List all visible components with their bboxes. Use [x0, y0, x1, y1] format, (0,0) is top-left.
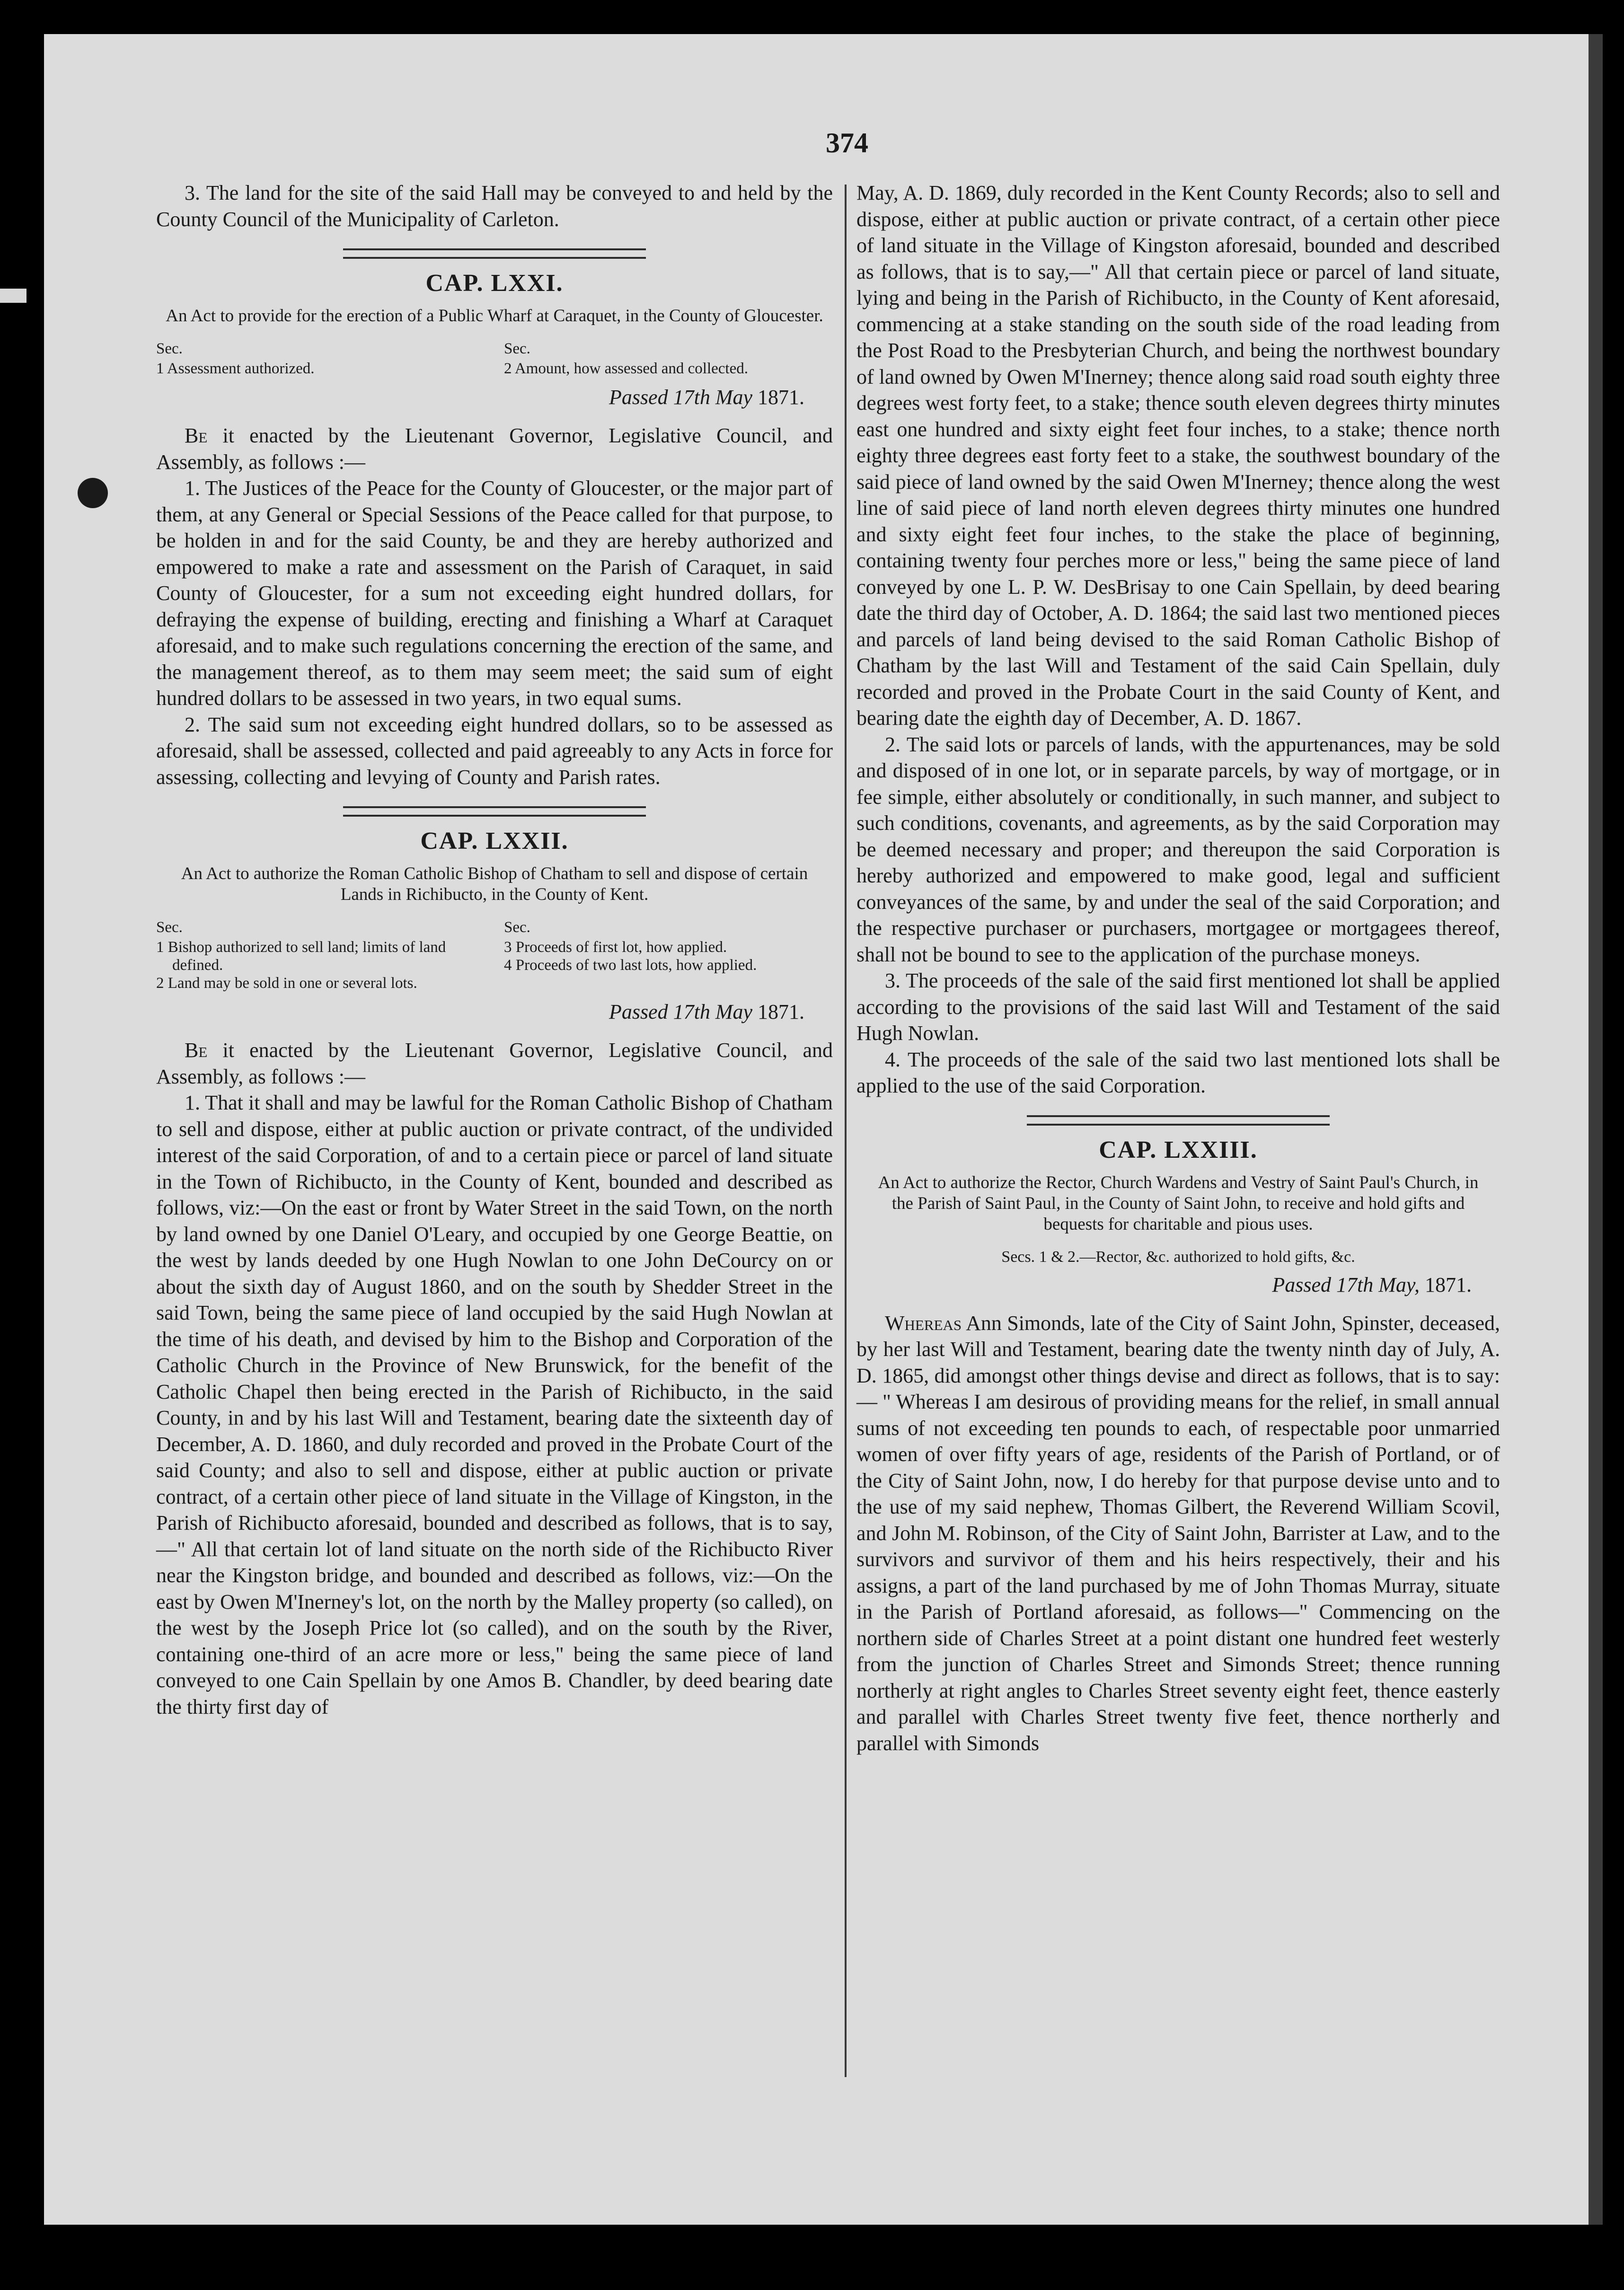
punch-hole-icon	[78, 478, 108, 508]
chapter-heading: CAP. LXXII.	[420, 828, 569, 854]
chapter-heading: CAP. LXXI.	[425, 270, 564, 297]
sec-item: 2 Amount, how assessed and collected.	[504, 360, 748, 377]
column-divider	[845, 185, 847, 2077]
continued-paragraph: May, A. D. 1869, duly recorded in the Kent County Records; also to sell and dispose, either at public auction or private contract, of a certain other piece of land situate in the Village of Kingston aforesaid, bounded and described as follows, that is to say,—" All that certain piece or parcel of land situate, lying and being in the Parish of Richibucto, in the County of Kent aforesaid, commencing at a stake standing on the south side of the road leading from the Post Road to the Presbyterian Church, and being the northwest boundary of land owned by Owen M'Inerney; thence along said road south eighty three degrees west forty feet, to a stake; thence south eleven degrees thirty minutes east one hundred and sixty eight feet four inches, to a stake; thence north eighty three degrees east forty feet to a stake, the southwest boundary of the said piece of land owned by the said Owen M'Inerney; thence along the west line of said piece of land north eleven degrees thirty minutes one hundred and sixty eight feet four inches, to the stake the place of beginning, containing twenty four perches more or less," being the same piece of land conveyed by one L. P. W. DesBrisay to one Cain Spellain, by deed bearing date the third day of October, A. D. 1864; the said last two mentioned pieces and parcels of land being devised to the said Roman Catholic Bishop of Chatham by the last Will and Testament of the said Cain Spellain, duly recorded and proved in the Probate Court in the said County of Kent, and bearing date the eighth day of December, A. D. 1867.	[856, 181, 1500, 730]
section-divider	[1027, 1115, 1330, 1126]
paragraph: 3. The land for the site of the said Hall may be conveyed to and held by the County Council of the Municipality of Carleton.	[156, 181, 833, 231]
passed-date: Passed 17th May 1871.	[609, 386, 804, 409]
sec-item: 2 Land may be sold in one or several lots.	[156, 975, 417, 992]
section-1: 1. That it shall and may be lawful for the Roman Catholic Bishop of Chatham to sell and dispose, either at public auction or private contract, of the undivided interest of the said Corporation, of and to a certain piece or parcel of land situate in the Town of Richibucto, in the County of Kent, bounded and described as follows, viz:—On the east or front by Water Street in the said Town, on the north by land owned by one Daniel O'Leary, and occupied by one George Beattie, on the west by lands deeded by one Hugh Nowlan to one John DeCourcy on or about the sixth day of August 1860, and on the south by Shedder Street in the said Town, being the same piece of land occupied by the said Hugh Nowlan at the time of his death, and devised by him to the Bishop and Corporation of the Catholic Church in the Province of New Brunswick, for the benefit of the Catholic Chapel then being erected in the Parish of Richibucto, in the said County, in and by his last Will and Testament, bearing date the sixteenth day of December, A. D. 1860, and duly recorded and proved in the Probate Court of the said County; and also to sell and dispose, either at public auction or private contract, of a certain other piece of land situate in the Village of Kingston, in the Parish of Richibucto aforesaid, bounded and described as follows, that is to say,—" All that certain lot of land situate on the north side of the Richibucto River near the Kingston bridge, and bounded and described as follows, viz:—On the east by Owen M'Inerney's lot, on the north by the Malley property (so called), on the west by the Joseph Price lot (so called), and on the south by the River, containing one-third of an acre more or less," being the same piece of land conveyed to one Cain Spellain by one Amos B. Chandler, by deed bearing date the thirty first day of	[156, 1091, 833, 1718]
act-title: An Act to authorize the Rector, Church Wardens and Vestry of Saint Paul's Church, in the Parish of Saint Paul, in the County of Saint John, to receive and hold gifts and bequests for charitable and pious uses.	[878, 1172, 1479, 1234]
left-column	[156, 180, 833, 1720]
act-title: An Act to authorize the Roman Catholic Bishop of Chatham to sell and dispose of certain Lands in Richibucto, in the County of Kent.	[181, 864, 808, 904]
sec-item: 1 Assessment authorized.	[156, 360, 315, 377]
sec-item: 4 Proceeds of two last lots, how applied.	[504, 957, 757, 974]
sec-item: 1 Bishop authorized to sell land; limits of land defined.	[156, 939, 446, 974]
passed-date: Passed 17th May, 1871.	[1272, 1273, 1472, 1296]
section-divider	[343, 248, 646, 259]
sec-label: Sec.	[504, 919, 530, 936]
page-number: 374	[826, 127, 868, 159]
whereas-clause: Whereas Ann Simonds, late of the City of Saint John, Spinster, deceased, by her last Will and Testament, bearing date the twenty ninth day of July, A. D. 1865, did amongst other things devise and direct as follows, that is to say:— " Whereas I am desirous of providing means for the relief, in small annual sums of not exceeding ten pounds to each, of respectable poor unmarried women of over fifty years of age, residents of the Parish of Portland, or of the City of Saint John, now, I do hereby for that purpose devise unto and to the use of my said nephew, Thomas Gilbert, the Reverend William Scovil, and John M. Robinson, of the City of Saint John, Barrister at Law, and to the survivors and survivor of them and his heirs respectively, their and his assigns, a part of the land purchased by me of John Thomas Murray, situate in the Parish of Portland aforesaid, as follows—" Commencing on the northern side of Charles Street at a point distant one hundred feet westerly from the junction of Charles Street and Simonds Street; thence running northerly at right angles to Charles Street seventy eight feet, thence easterly and parallel with Charles Street twenty five feet, thence northerly and parallel with Simonds	[856, 1311, 1500, 1755]
act-title: An Act to provide for the erection of a Public Wharf at Caraquet, in the County of Gloucester.	[166, 306, 823, 326]
sec-label: Sec.	[156, 919, 183, 936]
right-column	[856, 180, 1500, 1756]
sec-item: 3 Proceeds of first lot, how applied.	[504, 939, 727, 956]
section-1: 1. The Justices of the Peace for the County of Gloucester, or the major part of them, at any General or Special Sessions of the Peace called for that purpose, to be holden in and for the said County, be and they are hereby authorized and empowered to make a rate and assessment on the Parish of Caraquet, in said County of Gloucester, for a sum not exceeding eight hundred dollars, for defraying the expense of building, erecting and finishing a Wharf at Caraquet aforesaid, and to make such regulations concerning the erection of the same, and the management thereof, as to them may seem meet; the said sum of eight hundred dollars to be assessed in two years, in two equal sums.	[156, 476, 833, 710]
sections-table	[156, 340, 833, 378]
enacting-clause: Be it enacted by the Lieutenant Governor, Legislative Council, and Assembly, as follows :—	[156, 1039, 833, 1088]
chapter-heading: CAP. LXXIII.	[1099, 1136, 1258, 1163]
sections-table	[156, 918, 833, 992]
section-3: 3. The proceeds of the sale of the said first mentioned lot shall be applied according to the provisions of the said last Will and Testament of the said Hugh Nowlan.	[856, 969, 1500, 1045]
section-divider	[343, 806, 646, 817]
scan-tab	[0, 289, 26, 303]
enacting-clause: Be it enacted by the Lieutenant Governor, Legislative Council, and Assembly, as follows :—	[156, 424, 833, 474]
passed-date: Passed 17th May 1871.	[609, 1000, 804, 1023]
section-4: 4. The proceeds of the sale of the said two last mentioned lots shall be applied to the use of the said Corporation.	[856, 1048, 1500, 1097]
sec-label: Sec.	[156, 340, 183, 357]
sections-line: Secs. 1 & 2.—Rector, &c. authorized to hold gifts, &c.	[1001, 1248, 1355, 1266]
page-edge-shadow	[1589, 34, 1603, 2225]
section-2: 2. The said sum not exceeding eight hundred dollars, so to be assessed as aforesaid, shall be assessed, collected and paid agreeably to any Acts in force for assessing, collecting and levying of County and Parish rates.	[156, 713, 833, 789]
sec-label: Sec.	[504, 340, 530, 357]
section-2: 2. The said lots or parcels of lands, with the appurtenances, may be sold and disposed of in one lot, or in separate parcels, by way of mortgage, or in fee simple, either absolutely or conditionally, in such manner, and subject to such conditions, covenants, and agreements, as by the said Corporation may be deemed necessary and proper; and thereupon the said Corporation is hereby authorized and empowered to make good, legal and sufficient conveyances of the same, by and under the seal of the said Corporation; and the respective purchaser or purchasers, mortgagee or mortgagees thereof, shall not be bound to see to the application of the purchase moneys.	[856, 732, 1500, 966]
